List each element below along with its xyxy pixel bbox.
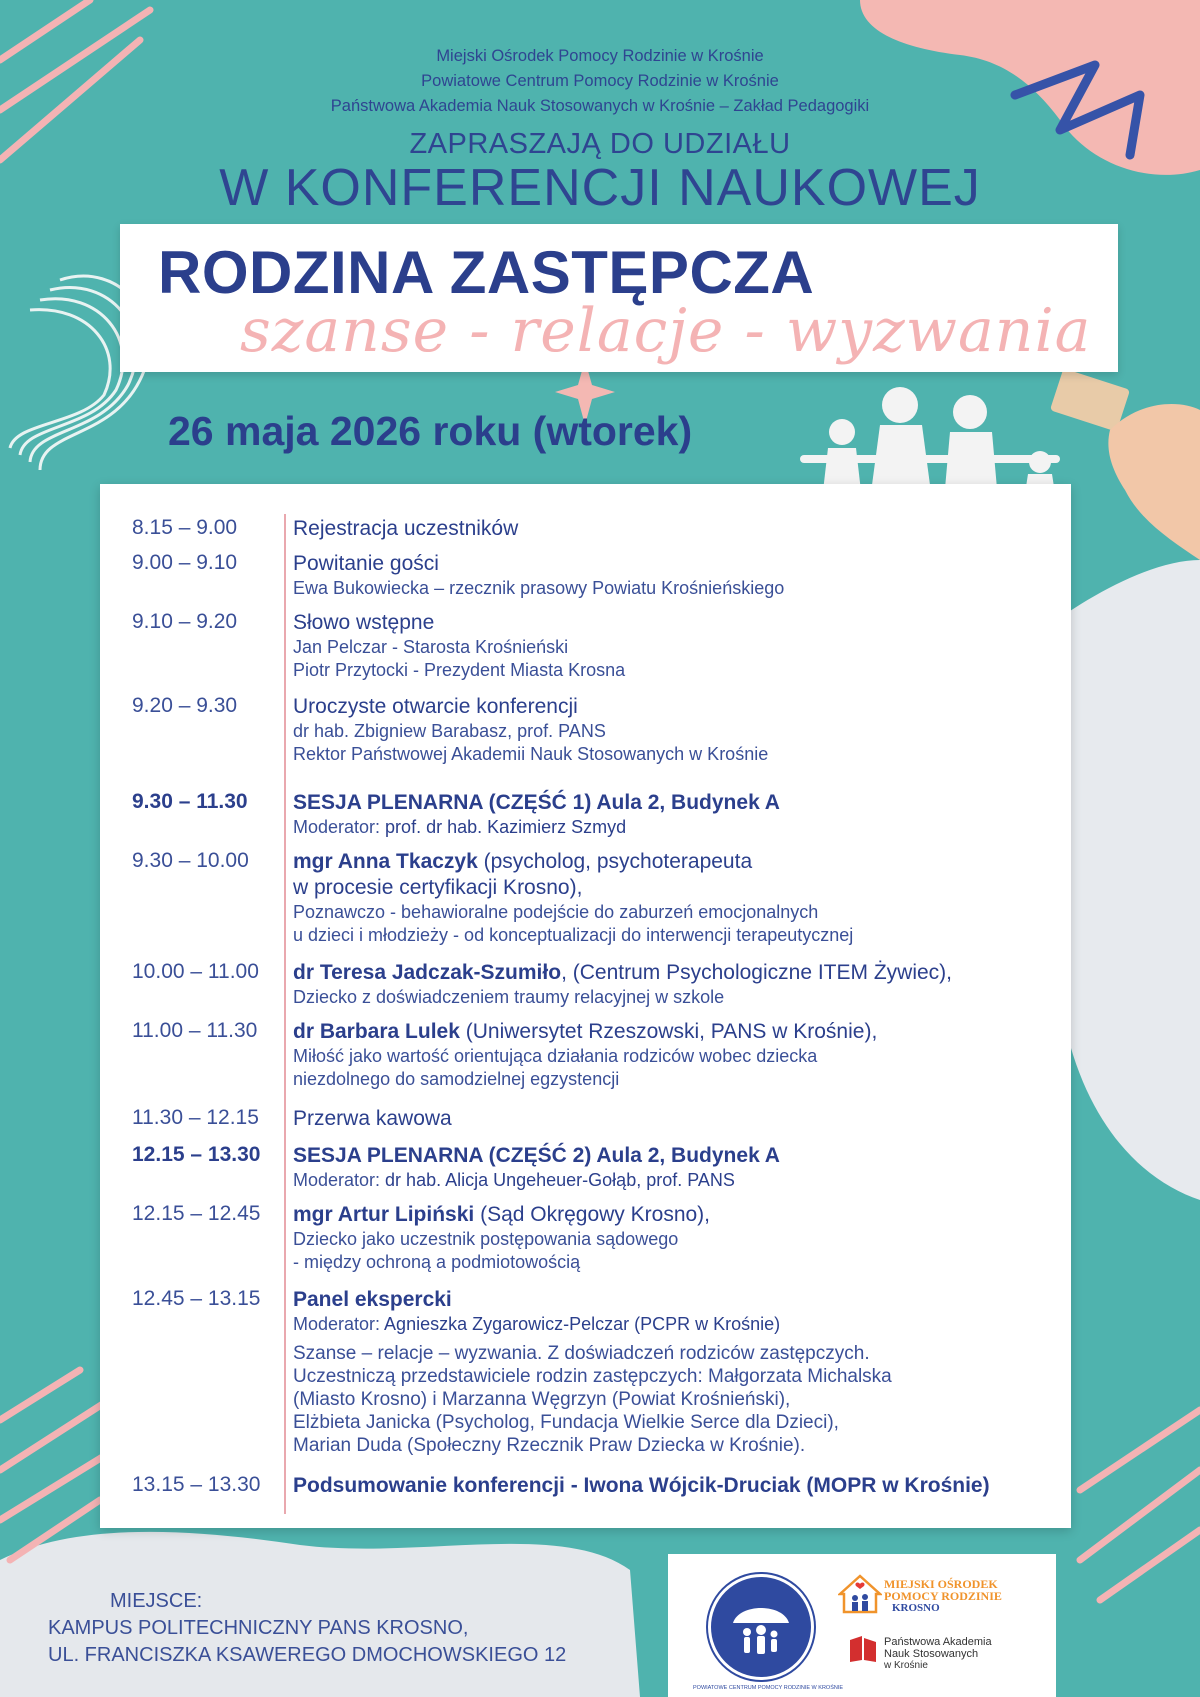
logos-panel	[668, 1554, 1056, 1697]
panel-line: Marian Duda (Społeczny Rzecznik Praw Dziecka w Krośnie).	[293, 1435, 806, 1456]
schedule-time: 10.00 – 11.00	[132, 960, 259, 983]
talk-title: Poznawczo - behawioralne podejście do zaburzeń emocjonalnych	[293, 902, 819, 922]
speaker-affiliation: (Sąd Okręgowy Krosno),	[474, 1203, 711, 1226]
schedule-title: Rejestracja uczestników	[293, 517, 519, 540]
main-title: RODZINA ZASTĘPCZA	[158, 239, 815, 306]
family-umbrella-icon	[711, 1577, 811, 1677]
talk-title: u dzieci i młodzieży - od konceptualizacji do interwencji terapeutycznej	[293, 925, 854, 945]
talk-title: - między ochroną a podmiotowością	[293, 1252, 581, 1272]
pans-logo-text: w Krośnie	[884, 1660, 928, 1671]
panel-line: Elżbieta Janicka (Psycholog, Fundacja Wielkie Serce dla Dzieci),	[293, 1412, 839, 1433]
event-date: 26 maja 2026 roku (wtorek)	[168, 408, 693, 454]
talk-title: Dziecko jako uczestnik postępowania sądowego	[293, 1229, 679, 1249]
schedule-line: dr hab. Zbigniew Barabasz, prof. PANS	[293, 721, 606, 741]
organizer-line: Państwowa Akademia Nauk Stosowanych w Krośnie – Zakład Pedagogiki	[330, 97, 870, 115]
moderator-name: Agnieszka Zygarowicz-Pelczar (PCPR w Krośnie)	[384, 1314, 781, 1334]
subtitle: szanse - relacje - wyzwania	[240, 296, 1092, 366]
schedule-time: 8.15 – 9.00	[132, 516, 238, 539]
venue-line: KAMPUS POLITECHNICZNY PANS KROSNO,	[48, 1617, 469, 1639]
session-title: SESJA PLENARNA (CZĘŚĆ 2) Aula 2, Budynek A	[293, 1144, 780, 1167]
schedule-time: 13.15 – 13.30	[132, 1473, 261, 1496]
panel-title: Panel ekspercki	[293, 1288, 452, 1311]
pcpr-logo-text: POWIATOWE CENTRUM POMOCY RODZINIE W KROŚNIE	[693, 1685, 844, 1691]
organizer-line: Miejski Ośrodek Pomocy Rodzinie w Krośnie	[436, 47, 764, 65]
mopr-logo-text: KROSNO	[892, 1602, 940, 1614]
title-box	[120, 224, 1118, 372]
schedule-line: Rektor Państwowej Akademii Nauk Stosowanych w Krośnie	[293, 744, 769, 764]
schedule-time: 9.10 – 9.20	[132, 610, 238, 633]
moderator-label: Moderator:	[293, 817, 386, 837]
schedule-title: Przerwa kawowa	[293, 1107, 452, 1130]
schedule-time: 11.00 – 11.30	[132, 1019, 258, 1042]
talk-title: Miłość jako wartość orientująca działania rodziców wobec dziecka	[293, 1046, 818, 1066]
mopr-logo-text: MIEJSKI OŚRODEK	[884, 1577, 998, 1591]
session-title: SESJA PLENARNA (CZĘŚĆ 1) Aula 2, Budynek A	[293, 791, 780, 814]
speaker-affiliation: (Uniwersytet Rzeszowski, PANS w Krośnie),	[459, 1020, 878, 1043]
speaker-affiliation: (psycholog, psychoterapeuta	[477, 850, 753, 873]
speaker-name: dr Teresa Jadczak-Szumiło	[293, 961, 562, 984]
schedule-time: 12.45 – 13.15	[132, 1287, 261, 1310]
schedule-time: 11.30 – 12.15	[132, 1106, 259, 1129]
venue-line: UL. FRANCISZKA KSAWEREGO DMOCHOWSKIEGO 12	[48, 1644, 567, 1666]
talk-title: Dziecko z doświadczeniem traumy relacyjnej w szkole	[293, 987, 725, 1007]
schedule-title: Uroczyste otwarcie konferencji	[293, 695, 578, 718]
speaker-name: mgr Anna Tkaczyk	[293, 850, 478, 873]
book-icon	[848, 1634, 878, 1664]
venue	[48, 1588, 566, 1669]
schedule-time: 9.20 – 9.30	[132, 694, 238, 717]
schedule-title: Słowo wstępne	[293, 611, 435, 634]
schedule-title: Powitanie gości	[293, 552, 439, 575]
schedule-line: Jan Pelczar - Starosta Krośnieński	[293, 637, 569, 657]
schedule-divider	[284, 514, 286, 1514]
moderator-name: prof. dr hab. Kazimierz Szmyd	[385, 817, 627, 837]
conference-title: W KONFERENCJI NAUKOWEJ	[219, 159, 981, 217]
speaker-name: mgr Artur Lipiński	[293, 1203, 475, 1226]
pans-logo-text: Nauk Stosowanych	[884, 1648, 979, 1660]
organizers	[0, 44, 1200, 119]
pans-logo-text: Państwowa Akademia	[884, 1636, 992, 1648]
schedule-panel	[100, 484, 1071, 1528]
schedule-time: 9.00 – 9.10	[132, 551, 238, 574]
venue-label: MIEJSCE:	[110, 1590, 203, 1612]
schedule-line: Piotr Przytocki - Prezydent Miasta Krosna	[293, 660, 626, 680]
speaker-affiliation: w procesie certyfikacji Krosno),	[293, 876, 583, 899]
talk-title: niezdolnego do samodzielnej egzystencji	[293, 1069, 620, 1089]
house-icon	[838, 1574, 882, 1614]
schedule-time: 9.30 – 10.00	[132, 849, 249, 872]
schedule-line: Ewa Bukowiecka – rzecznik prasowy Powiatu Krośnieńskiego	[293, 578, 785, 598]
schedule-time: 12.15 – 12.45	[132, 1202, 261, 1225]
speaker-affiliation: , (Centrum Psychologiczne ITEM Żywiec),	[561, 961, 952, 984]
schedule-title: Podsumowanie konferencji - Iwona Wójcik-Druciak (MOPR w Krośnie)	[293, 1474, 990, 1497]
moderator-label: Moderator:	[293, 1314, 385, 1334]
panel-line: Szanse – relacje – wyzwania. Z doświadczeń rodziców zastępczych.	[293, 1343, 870, 1364]
schedule-time: 9.30 – 11.30	[132, 790, 248, 813]
moderator-name: dr hab. Alicja Ungeheuer-Gołąb, prof. PANS	[385, 1170, 735, 1190]
speaker-name: dr Barbara Lulek	[293, 1020, 460, 1043]
pcpr-logo	[708, 1574, 814, 1680]
mopr-logo-text: POMOCY RODZINIE	[884, 1589, 1002, 1603]
organizer-line: Powiatowe Centrum Pomocy Rodzinie w Krośnie	[421, 72, 779, 90]
panel-line: (Miasto Krosno) i Marzanna Węgrzyn (Powiat Krośnieński),	[293, 1389, 791, 1410]
panel-line: Uczestniczą przedstawiciele rodzin zastępczych: Małgorzata Michalska	[293, 1366, 892, 1387]
invite-text: ZAPRASZAJĄ DO UDZIAŁU	[409, 128, 791, 160]
schedule-time: 12.15 – 13.30	[132, 1143, 261, 1166]
moderator-label: Moderator:	[293, 1170, 386, 1190]
